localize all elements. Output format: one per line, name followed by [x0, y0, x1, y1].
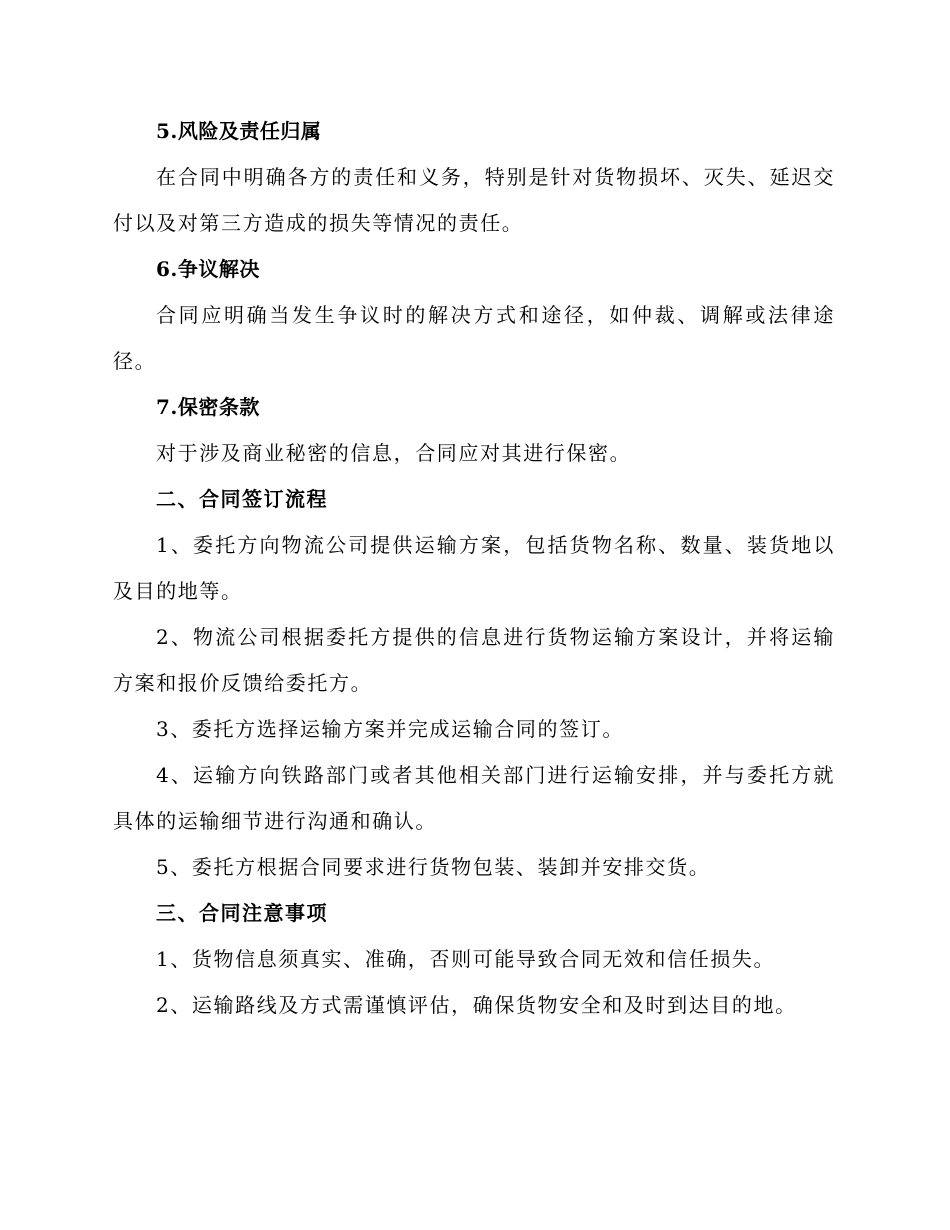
- clause-heading-dispute: 6.争议解决: [156, 257, 260, 281]
- clause-text-risk: 在合同中明确各方的责任和义务，特别是针对货物损坏、灭失、延迟交付以及对第三方造成的损失等情况的责任。: [113, 165, 835, 235]
- clause-text-confidentiality: 对于涉及商业秘密的信息，合同应对其进行保密。: [156, 441, 632, 465]
- list-item: 2、物流公司根据委托方提供的信息进行货物运输方案设计，并将运输方案和报价反馈给委托方。: [113, 625, 835, 695]
- clause-heading-confidentiality: 7.保密条款: [156, 395, 260, 419]
- list-item: 1、货物信息须真实、准确，否则可能导致合同无效和信任损失。: [156, 947, 776, 971]
- list-item: 4、运输方向铁路部门或者其他相关部门进行运输安排，并与委托方就具体的运输细节进行沟通和确认。: [113, 763, 835, 833]
- clause-heading-risk: 5.风险及责任归属: [156, 119, 322, 143]
- clause-text-dispute: 合同应明确当发生争议时的解决方式和途径，如仲裁、调解或法律途径。: [113, 303, 835, 373]
- section-heading-signing-process: 二、合同签订流程: [156, 487, 328, 511]
- list-item: 1、委托方向物流公司提供运输方案，包括货物名称、数量、装货地以及目的地等。: [113, 533, 835, 603]
- list-item: 2、运输路线及方式需谨慎评估，确保货物安全和及时到达目的地。: [156, 993, 797, 1017]
- section-heading-precautions: 三、合同注意事项: [156, 901, 328, 925]
- document-body: [113, 108, 835, 1028]
- list-item: 5、委托方根据合同要求进行货物包装、装卸并安排交货。: [156, 855, 711, 879]
- list-item: 3、委托方选择运输方案并完成运输合同的签订。: [156, 717, 624, 741]
